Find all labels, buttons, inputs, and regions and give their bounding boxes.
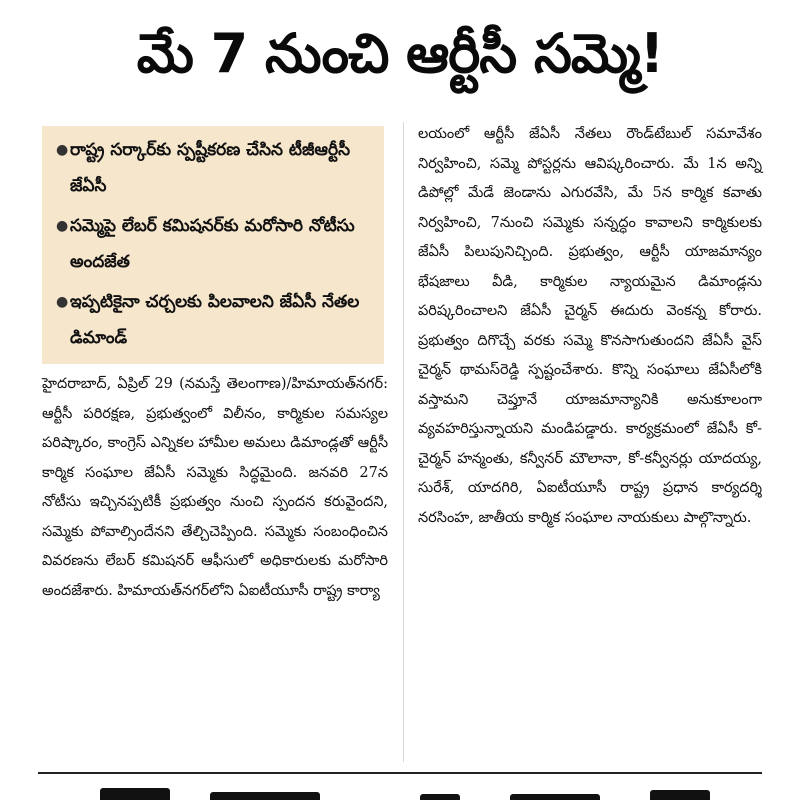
highlight-text: సమ్మెపై లేబర్ కమిషనర్‌కు మరోసారి నోటీసు అందజేత xyxy=(70,216,355,272)
article-text-left: హైదరాబాద్, ఏప్రిల్ 29 (నమస్తే తెలంగాణ)/హిమాయత్‌నగర్: ఆర్టీసీ పరిరక్షణ, ప్రభుత్వంలో విలీనం, కార్మికుల సమస్యల పరిష్కారం, కాంగ్రెస్ ఎన్నికల హామీల అమలు డిమాండ్లతో ఆర్టీసీ కార్మిక సంఘాల జేఏసీ సమ్మెకు సిద్ధమైంది. జనవరి 27న నోటీసు ఇచ్చినప్పటికీ ప్రభుత్వం నుంచి స్పందన కరువైందని, సమ్మెకు పోవాల్సిందేనని తేల్చిచెప్పింది. సమ్మెకు సంబంధించిన వివరణను లేబర్ కమిషనర్ ఆఫీసులో అధికారులకు మరోసారి అందజేశారు. హిమాయత్‌నగర్‌లోని ఏఐటీయూసీ రాష్ట్ర కార్యా xyxy=(42,376,388,599)
bullet-icon: ● xyxy=(56,142,69,158)
highlight-item xyxy=(56,208,374,280)
article-text-right: లయంలో ఆర్టీసీ జేఏసీ నేతలు రౌండ్‌టేబుల్ సమావేశం నిర్వహించి, సమ్మె పోస్టర్లను ఆవిష్కరించారు. మే 1న అన్ని డిపోల్లో మేడే జెండాను ఎగురవేసి, మే 5న కార్మిక కవాతు నిర్వహించి, 7నుంచి సమ్మెకు సన్నద్ధం కావాలని కార్మికులకు జేఏసీ పిలుపునిచ్చింది. ప్రభుత్వం, ఆర్టీసీ యాజమాన్యం భేషజాలు వీడి, కార్మికుల న్యాయమైన డిమాండ్లను పరిష్కరించాలని జేఏసీ చైర్మన్ ఈదురు వెంకన్న కోరారు. ప్రభుత్వం దిగొచ్చే వరకు సమ్మె కొనసాగుతుందని జేఏసీ వైస్ చైర్మన్ థామస్‌రెడ్డి స్పష్టంచేశారు. కొన్ని సంఘాలు జేఏసీలోకి వస్తామని చెప్తూనే యాజమాన్యానికి అనుకూలంగా వ్యవహరిస్తున్నాయని మండిపడ్డారు. కార్యక్రమంలో జేఏసీ కో-చైర్మన్ హన్మంతు, కన్వీనర్ మౌలానా, కో-కన్వీనర్లు యాదయ్య, సురేశ్, యాదగిరి, ఏఐటీయూసీ రాష్ట్ర ప్రధాన కార్యదర్శి నరసింహ, జాతీయ కార్మిక సంఘాల నాయకులు పాల్గొన్నారు. xyxy=(418,126,762,526)
highlight-item xyxy=(56,284,374,356)
next-article-headline-cropped xyxy=(90,782,730,800)
headline: మే 7 నుంచి ఆర్టీసీ సమ్మె! xyxy=(136,22,664,85)
bottom-rule xyxy=(38,772,762,774)
highlight-item xyxy=(56,132,374,204)
article-column-right xyxy=(418,120,762,533)
highlight-text: రాష్ట్ర సర్కార్‌కు స్పష్టీకరణ చేసిన టీజీఆర్టీసీ జేఏసీ xyxy=(70,140,350,196)
column-divider xyxy=(403,122,404,762)
article-column-left xyxy=(42,370,388,606)
bullet-icon: ● xyxy=(56,294,69,310)
bullet-icon: ● xyxy=(56,218,69,234)
highlight-text: ఇప్పటికైనా చర్చలకు పిలవాలని జేఏసీ నేతల డిమాండ్ xyxy=(70,292,360,348)
highlights-box xyxy=(42,126,384,364)
